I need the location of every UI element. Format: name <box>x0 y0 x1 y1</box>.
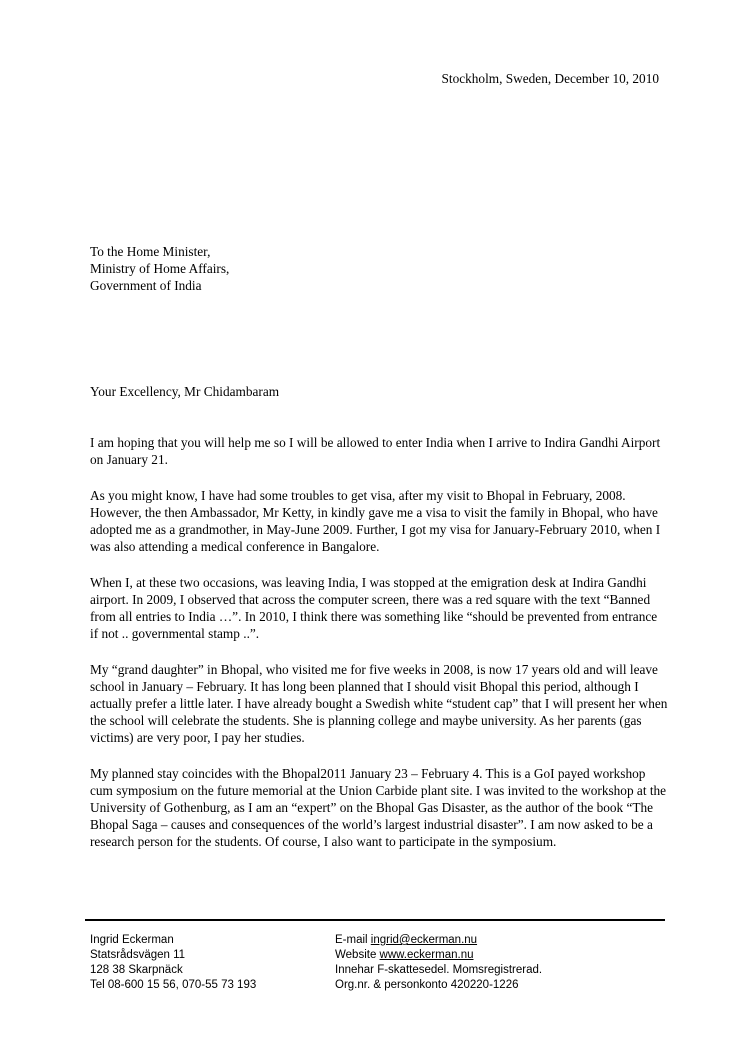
tax-registration-line: Innehar F-skattesedel. Momsregistrerad. <box>335 964 543 976</box>
email-link[interactable]: ingrid@eckerman.nu <box>370 934 478 946</box>
letter-body <box>90 434 668 869</box>
letter-footer <box>85 919 665 993</box>
salutation: Your Excellency, Mr Chidambaram <box>90 384 280 399</box>
paragraph-2: As you might know, I have had some troubles to get visa, after my visit to Bhopal in February, 2008. However, the then Ambassador, Mr Ketty, in kindly gave me a visa to visit the family in Bhopal, who have adopted me as a grandmother, in May-June 2009. Further, I got my visa for January-February 2010, when I was also attending a medical conference in Bangalore. <box>90 488 661 554</box>
website-label: Website <box>335 949 380 961</box>
paragraph-3: When I, at these two occasions, was leaving India, I was stopped at the emigration desk at Indira Gandhi airport. In 2009, I observed that across the computer screen, there was a red square with the text “Banned from all entries to India …”. In 2010, I think there was something like “should be prevented from entrance if not .. governmental stamp ..”. <box>90 575 658 641</box>
paragraph-5: My planned stay coincides with the Bhopal2011 January 23 – February 4. This is a GoI payed workshop cum symposium on the future memorial at the Union Carbide plant site. I was invited to the workshop at the University of Gothenburg, as I am an “expert” on the Bhopal Gas Disaster, as the author of the book “The Bhopal Saga – causes and consequences of the world’s largest industrial disaster”. I am now asked to be a research person for the students. Of course, I also want to participate in the symposium. <box>90 766 667 849</box>
footer-sender-block <box>85 933 335 993</box>
website-link[interactable]: www.eckerman.nu <box>379 949 474 961</box>
recipient-block <box>90 243 229 294</box>
recipient-line-1: To the Home Minister, <box>90 244 211 259</box>
email-label: E-mail <box>335 934 371 946</box>
sender-city: 128 38 Skarpnäck <box>90 964 183 976</box>
recipient-line-3: Government of India <box>90 278 202 293</box>
date-line: Stockholm, Sweden, December 10, 2010 <box>441 71 659 86</box>
paragraph-4: My “grand daughter” in Bhopal, who visited me for five weeks in 2008, is now 17 years old and will leave school in January – February. It has long been planned that I should visit Bhopal this period, although I actually prefer a little later. I have already bought a Swedish white “student cap” that I will present her when the school will celebrate the students. She is planning college and maybe university. As her parents (gas victims) are very poor, I pay her studies. <box>90 662 668 745</box>
sender-street: Statsrådsvägen 11 <box>90 949 186 961</box>
footer-contact-block <box>335 933 665 993</box>
sender-name: Ingrid Eckerman <box>90 934 174 946</box>
sender-phone: Tel 08-600 15 56, 070-55 73 193 <box>90 979 257 991</box>
recipient-line-2: Ministry of Home Affairs, <box>90 261 230 276</box>
email-row <box>335 933 665 948</box>
website-row <box>335 948 665 963</box>
org-number-line: Org.nr. & personkonto 420220-1226 <box>335 979 519 991</box>
paragraph-1: I am hoping that you will help me so I will be allowed to enter India when I arrive to Indira Gandhi Airport on January 21. <box>90 435 661 467</box>
